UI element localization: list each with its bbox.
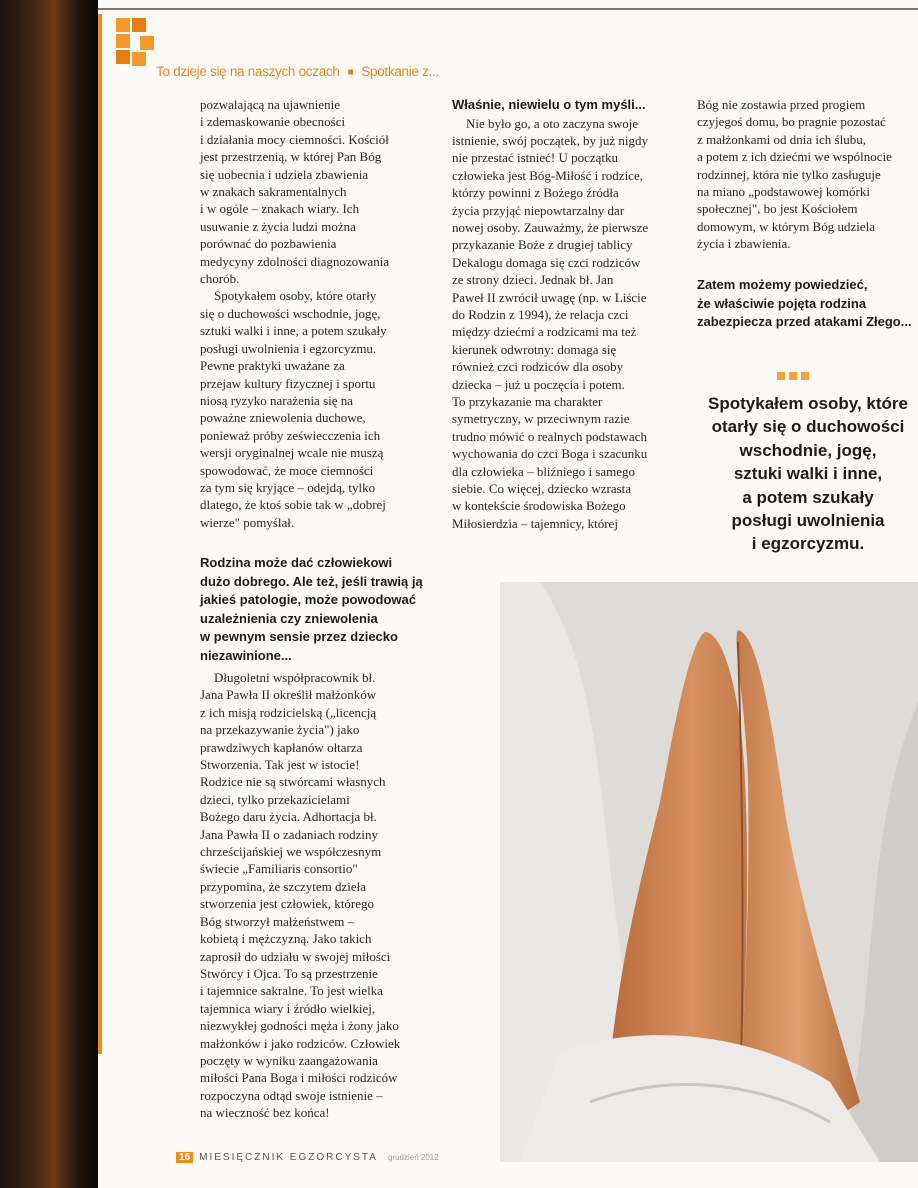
page-number: 16 xyxy=(176,1152,193,1163)
section-header xyxy=(156,64,439,79)
praying-hands-image xyxy=(500,582,918,1162)
paragraph: To przykazanie ma charakter symetryczny, w przeciwnym razie trudno mówić o realnych podstawach wychowania do czci Boga i szacunku dla człowieka – bliźniego i samego siebie. Co więcej, dziecko wzrasta w kontekście środowiska Bożego Miłosierdzia – tajemnicy, której xyxy=(452,394,648,531)
page-footer xyxy=(176,1152,439,1163)
paragraph: Spotykałem osoby, które otarły się o duchowości wschodnie, jogę, sztuki walki i inne, a potem szukały posługi uwolnienia i egzorcyzmu. Pewne praktyki uważane za przejaw kultury fizycznej i sportu niosą ryzyko narażenia się na poważne zniewolenia duchowe, ponieważ próby zeświecczenia ich wersji oryginalnej wcale nie muszą spowodować, że moce ciemności za tym się kryjące – odejdą, tylko dlatego, że ktoś sobie tak w „dobrej wierze" pomyślał. xyxy=(200,288,387,530)
section-title: To dzieje się na naszych oczach xyxy=(156,64,340,79)
column-3 xyxy=(697,96,918,253)
column-1-bottom xyxy=(200,554,430,1122)
paragraph: Bóg nie zostawia przed progiem czyjegoś domu, bo pragnie pozostać z małżonkami od dnia ich ślubu, a potem z ich dziećmi we wspólnocie rodzinnej, która nie tylko zasługuje na miano „podstawowej komórki społecznej", bo jest Kościołem domowym, w którym Bóg udziela życia i zbawienia. xyxy=(697,97,892,252)
column-1-top xyxy=(200,96,430,531)
interview-question: Właśnie, niewielu o tym myśli... xyxy=(452,97,646,112)
paragraph: Nie było go, a oto zaczyna swoje istnienie, swój początek, by już nigdy nie przestać istnieć! U początku człowieka jest Bóg-Miłość i rodzice, którzy powinni z Bożego źródła życia przyjąć niepowtarzalny dar nowej osoby. Zauważmy, że pierwsze przykazanie Boże z drugiej tablicy Dekalogu domaga się czci rodziców ze strony dzieci. Jednak bł. Jan Paweł II zwrócił uwagę (np. w Liście do Rodzin z 1994), że relacja czci między dziećmi a rodzicami ma też kierunek odwrotny: domaga się również czci rodziców dla osoby dziecka – już u poczęcia i potem. xyxy=(452,115,649,392)
separator-dots-icon xyxy=(777,367,813,385)
paragraph-continued: pozwalającą na ujawnienie i zdemaskowanie obecności i działania mocy ciemności. Kościół jest przestrzenią, w której Pan Bóg się uobecnia i udziela zbawienia w znakach sakramentalnych i w ogóle – znakach wiary. Ich usuwanie z życia ludzi można porównać do pozbawienia medycyny zdolności diagnozowania chorób. xyxy=(200,97,390,287)
interview-question: Rodzina może dać człowiekowi dużo dobrego. Ale też, jeśli trawią ją jakieś patologie, może powodować uzależnienia czy zniewolenia w pewnym sensie przez dziecko niezawinione... xyxy=(200,555,423,663)
magazine-name: MIESIĘCZNIK EGZORCYSTA xyxy=(199,1152,378,1163)
left-edge-photo-strip xyxy=(0,0,98,1188)
interview-question: Zatem możemy powiedzieć, że właściwie pojęta rodzina zabezpiecza przed atakami Złego... xyxy=(697,277,912,329)
praying-hands-icon xyxy=(500,582,918,1162)
top-rule xyxy=(98,8,918,10)
pull-quote: Spotykałem osoby, które otarły się o duchowości wschodnie, jogę, sztuki walki i inne, a potem szukały posługi uwolnienia i egzorcyzmu. xyxy=(708,394,908,554)
column-2 xyxy=(452,96,684,532)
header-separator-icon: ■ xyxy=(347,67,354,78)
section-subtitle: Spotkanie z... xyxy=(361,64,439,79)
issue-date: grudzień 2012 xyxy=(387,1153,439,1162)
interview-answer: Długoletni współpracownik bł. Jana Pawła II określił małżonków z ich misją rodzicielską („licencją na przekazywanie życia") jako prawdziwych kapłanów ołtarza Stworzenia. Tak jest w istocie! Rodzice nie są stwórcami własnych dzieci, tylko przekazicielami Bożego daru życia. Adhortacja bł. Jana Pawła II o zadaniach rodziny chrześcijańskiej we współczesnym świecie „Familiaris consortio" przypomina, że szczytem dzieła stworzenia jest człowiek, którego Bóg stworzył małżeństwem – kobietą i mężczyzną. Jako takich zaprosił do udziału w swojej miłości Stwórcy i Ojca. To są przestrzenie i tajemnice sakralne. To jest wielka tajemnica wiary i źródło wielkiej, niezwykłej godności męża i żony jako małżonków i jako rodziców. Człowiek poczęty w wyniku zaangażowania miłości Pana Boga i miłości rodziców rozpoczyna odtąd swoje istnienie – na wieczność bez końca! xyxy=(200,670,401,1121)
column-3-question xyxy=(697,276,918,332)
orange-margin-rule xyxy=(98,14,102,1054)
